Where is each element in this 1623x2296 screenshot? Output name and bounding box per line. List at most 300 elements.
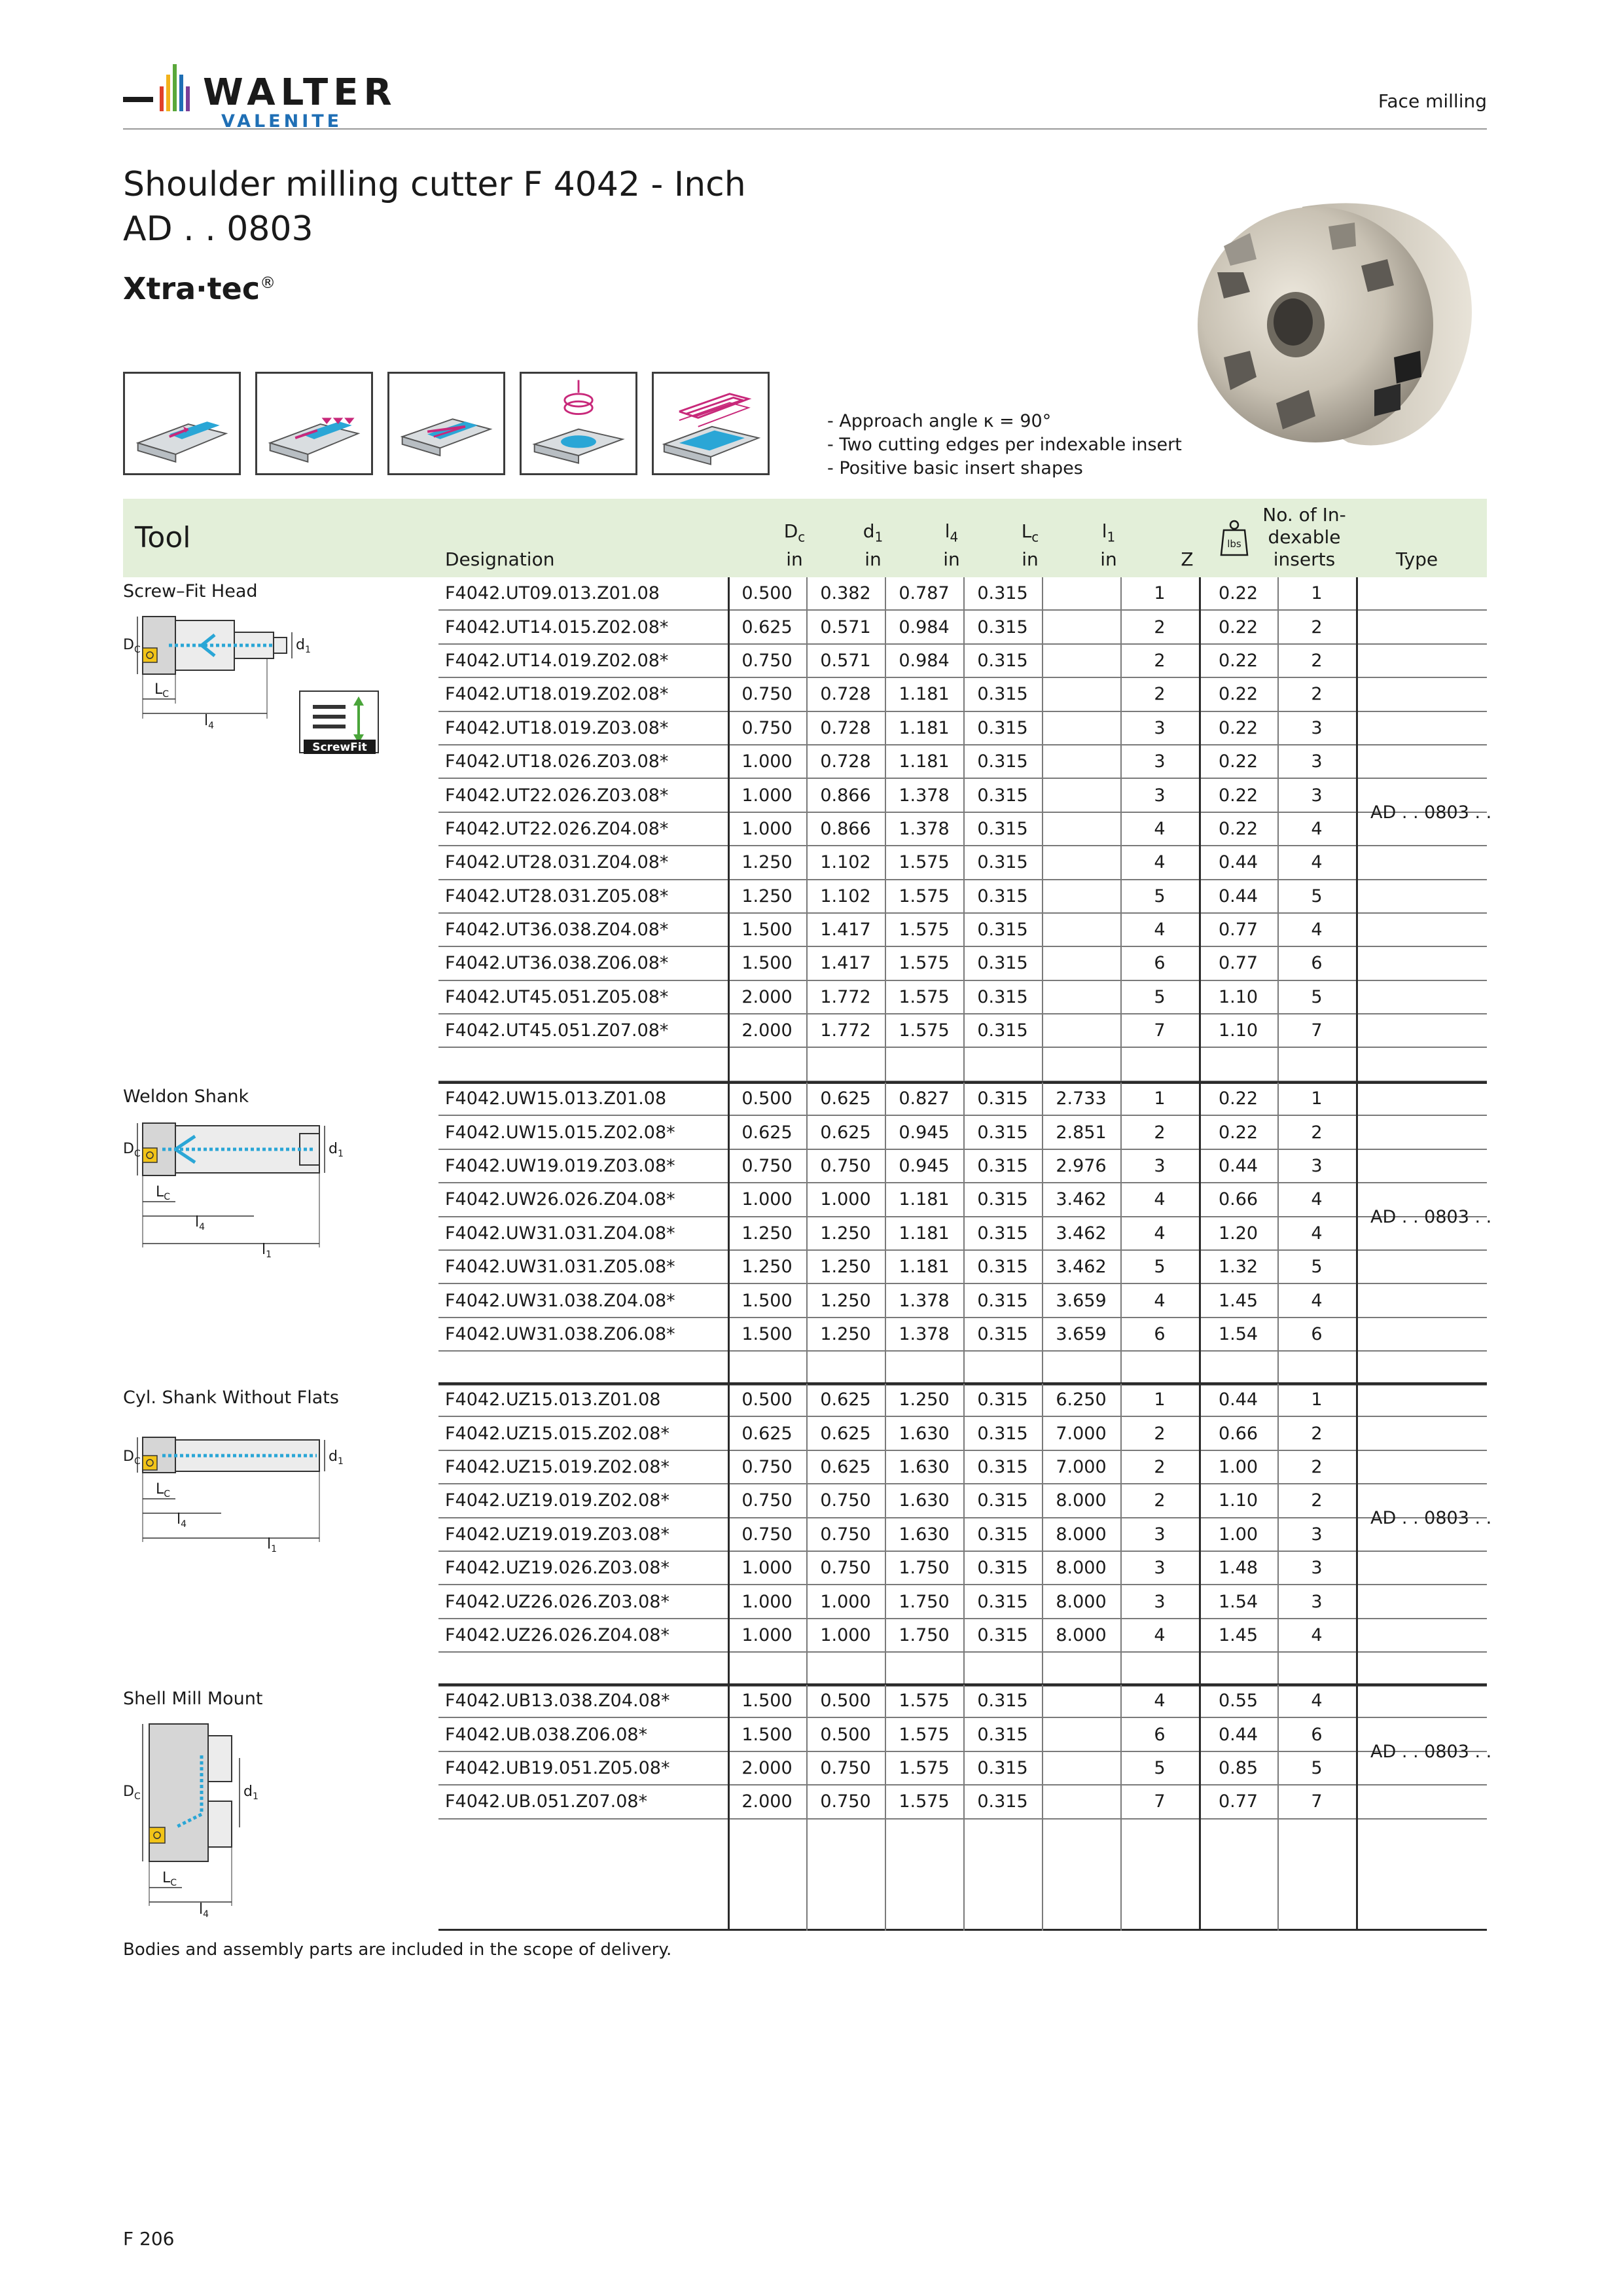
- cell-lc: 0.315: [977, 785, 1028, 806]
- product-photo-cutter: [1178, 194, 1492, 456]
- cell-l1: [1042, 678, 1120, 710]
- cell-l4: [885, 1653, 963, 1685]
- cell-l1: 2.851: [1056, 1122, 1107, 1143]
- weight-unit-label: lbs: [1227, 538, 1241, 550]
- logo-bars-icon: [123, 60, 204, 132]
- header-l4-sub: 4: [950, 529, 959, 545]
- cell-inserts: 4: [1311, 920, 1323, 941]
- cell-lc: 0.315: [977, 650, 1028, 671]
- table-row: [438, 1384, 1487, 1417]
- cell-z: 2: [1154, 684, 1166, 705]
- cell-designation: F4042.UB.051.Z07.08*: [445, 1791, 648, 1812]
- cell-inserts: 4: [1311, 852, 1323, 873]
- cell-z: 3: [1154, 1524, 1166, 1545]
- cell-inserts: 4: [1311, 1223, 1323, 1244]
- cell-z: 6: [1154, 1323, 1166, 1344]
- cell-l1: 7.000: [1056, 1456, 1107, 1477]
- cell-designation: F4042.UT45.051.Z07.08*: [445, 1020, 669, 1041]
- cell-l1: [1042, 1718, 1120, 1750]
- cell-l4: 0.787: [899, 583, 950, 604]
- cell-l1: [1042, 1048, 1120, 1080]
- table-row: [438, 1352, 1487, 1385]
- cell-dc: 0.625: [741, 1423, 793, 1444]
- cell-d1: 0.500: [820, 1724, 871, 1745]
- cell-weight: 0.44: [1218, 1390, 1258, 1410]
- cell-z: 7: [1154, 1791, 1166, 1812]
- header-tool: Tool: [135, 521, 191, 554]
- table-row: [438, 947, 1487, 980]
- cell-lc: 0.315: [977, 1290, 1028, 1311]
- cell-l4: [885, 1352, 963, 1384]
- cell-lc: 0.315: [977, 852, 1028, 873]
- cell-d1: 1.772: [820, 986, 871, 1007]
- column-divider: [1042, 1685, 1043, 1931]
- cell-l1: 8.000: [1056, 1490, 1107, 1511]
- column-divider: [1120, 1384, 1122, 1687]
- cell-designation: [438, 1048, 728, 1080]
- cell-weight: 0.22: [1218, 617, 1258, 637]
- cell-designation: [438, 1352, 728, 1384]
- cell-l4: 1.575: [899, 986, 950, 1007]
- empty-row-space: [438, 1820, 1487, 1931]
- cell-z: 5: [1154, 1257, 1166, 1278]
- cell-l1: [1042, 813, 1120, 845]
- cell-lc: 0.315: [977, 1624, 1028, 1645]
- table-row: [438, 1116, 1487, 1149]
- cell-z: 5: [1154, 1757, 1166, 1778]
- cell-weight: [1199, 1352, 1277, 1384]
- header-l1-label: l: [1101, 520, 1107, 543]
- cell-l4: 1.181: [899, 717, 950, 738]
- cell-designation: F4042.UT22.026.Z03.08*: [445, 785, 669, 806]
- cell-inserts: 6: [1311, 953, 1323, 974]
- cell-l1: [1042, 611, 1120, 643]
- column-divider: [728, 1384, 730, 1687]
- table-row: [438, 577, 1487, 611]
- cell-d1: 0.571: [820, 650, 871, 671]
- table-row: [438, 1619, 1487, 1653]
- header-lc: [991, 520, 1069, 571]
- title-line-2: AD . . 0803: [123, 209, 313, 249]
- header-l4-unit: in: [943, 548, 960, 570]
- cell-z: 3: [1154, 1591, 1166, 1612]
- cell-z: 6: [1154, 953, 1166, 974]
- cell-l1: [1042, 745, 1120, 778]
- cell-dc: [728, 1048, 806, 1080]
- table-row: [438, 779, 1487, 812]
- cell-d1: 1.000: [820, 1189, 871, 1210]
- cell-d1: 1.250: [820, 1323, 871, 1344]
- cell-d1: 0.625: [820, 1423, 871, 1444]
- cell-dc: 1.000: [741, 1189, 793, 1210]
- cell-lc: 0.315: [977, 1223, 1028, 1244]
- cell-z: [1120, 1352, 1199, 1384]
- cell-z: 3: [1154, 785, 1166, 806]
- cell-z: 4: [1154, 920, 1166, 941]
- table-section: [123, 577, 1492, 1082]
- cell-l4: 1.575: [899, 1791, 950, 1812]
- cell-inserts: 6: [1311, 1724, 1323, 1745]
- table-row: [438, 1083, 1487, 1116]
- cell-z: 4: [1154, 1189, 1166, 1210]
- cell-dc: 1.250: [741, 852, 793, 873]
- column-divider: [728, 577, 730, 1082]
- cell-d1: 0.728: [820, 684, 871, 705]
- cell-dc: 0.750: [741, 1490, 793, 1511]
- table-section: [123, 1083, 1492, 1386]
- cell-z: 4: [1154, 1223, 1166, 1244]
- cell-lc: [963, 1352, 1042, 1384]
- cell-d1: 1.000: [820, 1624, 871, 1645]
- cell-l4: 1.181: [899, 1257, 950, 1278]
- cell-lc: 0.315: [977, 920, 1028, 941]
- cell-weight: 0.66: [1218, 1189, 1258, 1210]
- title-line-1: Shoulder milling cutter F 4042 - Inch: [123, 165, 746, 204]
- dim-d1-label: $d_1$: [329, 1448, 344, 1467]
- cell-l4: 1.575: [899, 1757, 950, 1778]
- cell-l4: 1.181: [899, 1223, 950, 1244]
- cell-dc: 1.500: [741, 1691, 793, 1712]
- column-divider: [1277, 1384, 1279, 1687]
- type-label: AD . . 0803 . .: [1370, 1741, 1492, 1762]
- slot-ramping-icon: [387, 372, 505, 475]
- cell-lc: 0.315: [977, 1724, 1028, 1745]
- column-divider: [1199, 1685, 1201, 1931]
- cell-dc: 1.250: [741, 1257, 793, 1278]
- cell-lc: 0.315: [977, 717, 1028, 738]
- table-row: [438, 1150, 1487, 1183]
- cell-lc: 0.315: [977, 684, 1028, 705]
- cell-z: 4: [1154, 1691, 1166, 1712]
- cell-l4: 1.378: [899, 785, 950, 806]
- cell-l1: [1042, 1014, 1120, 1047]
- table-row: [438, 745, 1487, 779]
- cell-dc: 1.000: [741, 1624, 793, 1645]
- type-label: AD . . 0803 . .: [1370, 1206, 1492, 1227]
- cell-designation: F4042.UB13.038.Z04.08*: [445, 1691, 670, 1712]
- tool-dimension-drawing: [123, 1415, 411, 1572]
- cell-d1: 1.000: [820, 1591, 871, 1612]
- header-l1: [1069, 520, 1148, 571]
- cell-designation: F4042.UW19.019.Z03.08*: [445, 1155, 675, 1176]
- page-title: [123, 162, 746, 251]
- dim-d1-label: $d_1$: [296, 637, 311, 655]
- dim-dc-label: $D_C$: [123, 1448, 141, 1467]
- column-divider: [963, 1685, 965, 1931]
- cell-d1: 0.866: [820, 785, 871, 806]
- cell-l1: [1042, 947, 1120, 979]
- cell-designation: F4042.UW26.026.Z04.08*: [445, 1189, 675, 1210]
- cell-l1: 3.462: [1056, 1223, 1107, 1244]
- cell-inserts: 3: [1311, 785, 1323, 806]
- cell-l1: [1042, 846, 1120, 878]
- footnote: Bodies and assembly parts are included in the scope of delivery.: [123, 1940, 672, 1960]
- cell-l4: 1.575: [899, 852, 950, 873]
- cell-dc: 1.000: [741, 751, 793, 772]
- cell-dc: 1.500: [741, 1290, 793, 1311]
- table-row: [438, 846, 1487, 880]
- cell-inserts: [1277, 1653, 1356, 1685]
- cell-l4: 0.984: [899, 617, 950, 637]
- cell-d1: 1.417: [820, 953, 871, 974]
- table-row: [438, 678, 1487, 711]
- cell-lc: 0.315: [977, 1757, 1028, 1778]
- cell-designation: F4042.UW15.015.Z02.08*: [445, 1122, 675, 1143]
- cell-inserts: 3: [1311, 1524, 1323, 1545]
- cell-weight: 0.22: [1218, 717, 1258, 738]
- cell-weight: 0.77: [1218, 953, 1258, 974]
- cell-inserts: 1: [1311, 1088, 1323, 1109]
- cell-d1: 1.102: [820, 886, 871, 906]
- header-inserts-line2: dexable: [1268, 526, 1341, 548]
- cell-designation: F4042.UT09.013.Z01.08: [445, 583, 660, 604]
- cell-dc: 0.750: [741, 1456, 793, 1477]
- cell-l4: 1.575: [899, 920, 950, 941]
- dim-lc-label: $L_C$: [156, 1184, 171, 1202]
- header-dc-sub: c: [798, 529, 806, 545]
- cell-dc: 0.500: [741, 1088, 793, 1109]
- cell-designation: F4042.UW31.031.Z05.08*: [445, 1257, 675, 1278]
- cell-l1: [1042, 880, 1120, 912]
- cell-l4: 1.250: [899, 1390, 950, 1410]
- cell-dc: 0.750: [741, 684, 793, 705]
- dim-l4-label: $l_4$: [195, 1214, 205, 1232]
- cell-lc: 0.315: [977, 1691, 1028, 1712]
- cell-lc: 0.315: [977, 1524, 1028, 1545]
- dim-dc-label: $D_C$: [123, 1784, 141, 1802]
- cell-l4: 1.378: [899, 1323, 950, 1344]
- cell-designation: F4042.UW15.013.Z01.08: [445, 1088, 667, 1109]
- cell-d1: [806, 1048, 885, 1080]
- table-row: [438, 1518, 1487, 1552]
- cell-inserts: 4: [1311, 1691, 1323, 1712]
- cell-lc: 0.315: [977, 1122, 1028, 1143]
- cell-l4: 1.575: [899, 1020, 950, 1041]
- cell-designation: F4042.UT18.026.Z03.08*: [445, 751, 669, 772]
- cell-d1: 0.866: [820, 818, 871, 839]
- cell-designation: F4042.UW31.031.Z04.08*: [445, 1223, 675, 1244]
- section-rows: [438, 1083, 1487, 1386]
- cell-weight: 1.54: [1218, 1323, 1258, 1344]
- table-row: [438, 1585, 1487, 1619]
- cell-z: 1: [1154, 1390, 1166, 1410]
- cell-weight: 0.55: [1218, 1691, 1258, 1712]
- cell-z: 3: [1154, 1155, 1166, 1176]
- cell-z: 2: [1154, 1490, 1166, 1511]
- type-label: AD . . 0803 . .: [1370, 802, 1492, 823]
- header-designation: Designation: [445, 548, 555, 570]
- cell-lc: 0.315: [977, 1558, 1028, 1579]
- cell-l4: 1.181: [899, 684, 950, 705]
- cell-d1: 1.102: [820, 852, 871, 873]
- header-lc-sub: c: [1031, 529, 1039, 545]
- table-row: [438, 1284, 1487, 1318]
- cell-l4: 1.630: [899, 1423, 950, 1444]
- table-row: [438, 1484, 1487, 1518]
- cell-lc: 0.315: [977, 617, 1028, 637]
- cell-designation: F4042.UZ19.019.Z03.08*: [445, 1524, 669, 1545]
- cell-weight: 1.00: [1218, 1524, 1258, 1545]
- cell-l1: 8.000: [1056, 1558, 1107, 1579]
- cell-dc: 0.750: [741, 650, 793, 671]
- cell-lc: 0.315: [977, 953, 1028, 974]
- brand-text: Xtra·tec: [123, 271, 260, 306]
- cell-d1: 1.250: [820, 1223, 871, 1244]
- table-row: [438, 880, 1487, 914]
- cell-designation: F4042.UB19.051.Z05.08*: [445, 1757, 670, 1778]
- table-row: [438, 712, 1487, 745]
- cell-l4: 1.630: [899, 1490, 950, 1511]
- column-divider: [728, 1685, 730, 1931]
- cell-designation: F4042.UT28.031.Z04.08*: [445, 852, 669, 873]
- cell-inserts: 3: [1311, 1155, 1323, 1176]
- cell-l1: [1042, 981, 1120, 1013]
- cell-z: 3: [1154, 717, 1166, 738]
- cell-lc: 0.315: [977, 1591, 1028, 1612]
- cell-weight: 0.22: [1218, 785, 1258, 806]
- cell-d1: 0.750: [820, 1155, 871, 1176]
- cell-inserts: [1277, 1048, 1356, 1080]
- tool-dimension-drawing: [123, 1716, 411, 1926]
- cell-l1: 3.462: [1056, 1189, 1107, 1210]
- cell-weight: 0.44: [1218, 852, 1258, 873]
- dim-d1-label: $d_1$: [243, 1784, 259, 1802]
- cell-inserts: 2: [1311, 617, 1323, 637]
- cell-dc: 1.500: [741, 1724, 793, 1745]
- table-row: [438, 1014, 1487, 1048]
- cell-z: [1120, 1048, 1199, 1080]
- column-divider: [806, 1685, 808, 1931]
- cell-inserts: 5: [1311, 886, 1323, 906]
- cell-dc: 2.000: [741, 1757, 793, 1778]
- header-dc-label: D: [783, 520, 798, 543]
- column-divider: [885, 577, 886, 1082]
- dim-d1-label: $d_1$: [329, 1141, 344, 1159]
- cell-weight: 0.77: [1218, 920, 1258, 941]
- cell-l4: 0.945: [899, 1122, 950, 1143]
- cell-weight: 0.22: [1218, 1122, 1258, 1143]
- header-d1-unit: in: [865, 548, 882, 570]
- dim-l4-label: $l_4$: [199, 1901, 209, 1920]
- cell-l4: 1.630: [899, 1456, 950, 1477]
- table-row: [438, 1417, 1487, 1450]
- cell-l1: [1042, 712, 1120, 744]
- cell-l1: [1042, 779, 1120, 811]
- feature-item: - Two cutting edges per indexable insert: [827, 435, 1182, 455]
- table-row: [438, 813, 1487, 846]
- cell-d1: 0.625: [820, 1456, 871, 1477]
- cell-l4: 1.575: [899, 1724, 950, 1745]
- cell-l4: 0.984: [899, 650, 950, 671]
- weight-icon: [1220, 518, 1249, 558]
- dim-lc-label: $L_C$: [162, 1870, 177, 1888]
- cell-l4: [885, 1048, 963, 1080]
- column-divider: [1277, 577, 1279, 1082]
- cell-z: 6: [1154, 1724, 1166, 1745]
- header-lc-label: L: [1021, 520, 1032, 543]
- cell-designation: F4042.UZ26.026.Z03.08*: [445, 1591, 669, 1612]
- cell-d1: 1.417: [820, 920, 871, 941]
- table-header: [123, 499, 1487, 577]
- cell-inserts: 6: [1311, 1323, 1323, 1344]
- cell-designation: F4042.UT14.015.Z02.08*: [445, 617, 669, 637]
- cell-weight: 0.22: [1218, 583, 1258, 604]
- cell-l4: 0.827: [899, 1088, 950, 1109]
- cell-designation: F4042.UW31.038.Z04.08*: [445, 1290, 675, 1311]
- table-row: [438, 1251, 1487, 1284]
- cell-dc: 0.500: [741, 583, 793, 604]
- dim-l1-label: $l_1$: [262, 1242, 272, 1260]
- dim-lc-label: $L_C$: [156, 1481, 171, 1499]
- cell-d1: 0.728: [820, 717, 871, 738]
- cell-l1: 3.462: [1056, 1257, 1107, 1278]
- cell-d1: 0.382: [820, 583, 871, 604]
- cell-weight: 0.22: [1218, 684, 1258, 705]
- cell-z: 4: [1154, 1624, 1166, 1645]
- cell-inserts: 7: [1311, 1020, 1323, 1041]
- section-label-tool: Shell Mill Mount: [123, 1689, 263, 1709]
- table-row: [438, 1048, 1487, 1081]
- section-label-tool: Weldon Shank: [123, 1086, 249, 1107]
- cell-l1: [1042, 1752, 1120, 1784]
- cell-dc: 0.750: [741, 1524, 793, 1545]
- cell-inserts: 4: [1311, 1290, 1323, 1311]
- cell-designation: F4042.UZ19.019.Z02.08*: [445, 1490, 669, 1511]
- column-divider: [1042, 1083, 1043, 1386]
- cell-l4: 1.378: [899, 818, 950, 839]
- header-lc-unit: in: [1022, 548, 1039, 570]
- column-divider: [1356, 577, 1358, 1082]
- column-divider: [1356, 1685, 1358, 1931]
- table-row: [438, 1653, 1487, 1686]
- cell-weight: 0.44: [1218, 886, 1258, 906]
- cell-weight: 1.48: [1218, 1558, 1258, 1579]
- cell-lc: 0.315: [977, 1088, 1028, 1109]
- header-l4: [912, 520, 991, 571]
- table-section: [123, 1384, 1492, 1687]
- cell-weight: 1.45: [1218, 1624, 1258, 1645]
- cell-z: 3: [1154, 751, 1166, 772]
- cell-inserts: 5: [1311, 1757, 1323, 1778]
- cell-z: 3: [1154, 1558, 1166, 1579]
- cell-d1: 0.625: [820, 1122, 871, 1143]
- column-divider: [1199, 1083, 1201, 1386]
- cell-l4: 1.750: [899, 1591, 950, 1612]
- cell-dc: 0.750: [741, 1155, 793, 1176]
- column-divider: [1042, 1384, 1043, 1687]
- header-d1: [834, 520, 912, 571]
- section-label-tool: Screw–Fit Head: [123, 581, 258, 601]
- cell-l4: 1.750: [899, 1624, 950, 1645]
- cell-d1: 0.750: [820, 1791, 871, 1812]
- cell-dc: 0.500: [741, 1390, 793, 1410]
- cell-weight: 0.44: [1218, 1724, 1258, 1745]
- cell-l4: 1.575: [899, 953, 950, 974]
- dim-dc-label: $D_C$: [123, 1141, 141, 1159]
- cell-inserts: 2: [1311, 650, 1323, 671]
- cell-l4: 1.630: [899, 1524, 950, 1545]
- header-l4-label: l: [944, 520, 950, 543]
- table-row: [438, 1785, 1487, 1819]
- cell-inserts: 4: [1311, 1189, 1323, 1210]
- cell-z: 1: [1154, 583, 1166, 604]
- cell-l1: 6.250: [1056, 1390, 1107, 1410]
- cell-weight: 1.10: [1218, 986, 1258, 1007]
- cell-dc: 1.250: [741, 886, 793, 906]
- cell-weight: [1199, 1048, 1277, 1080]
- cell-l1: [1042, 1653, 1120, 1685]
- cell-inserts: 2: [1311, 1456, 1323, 1477]
